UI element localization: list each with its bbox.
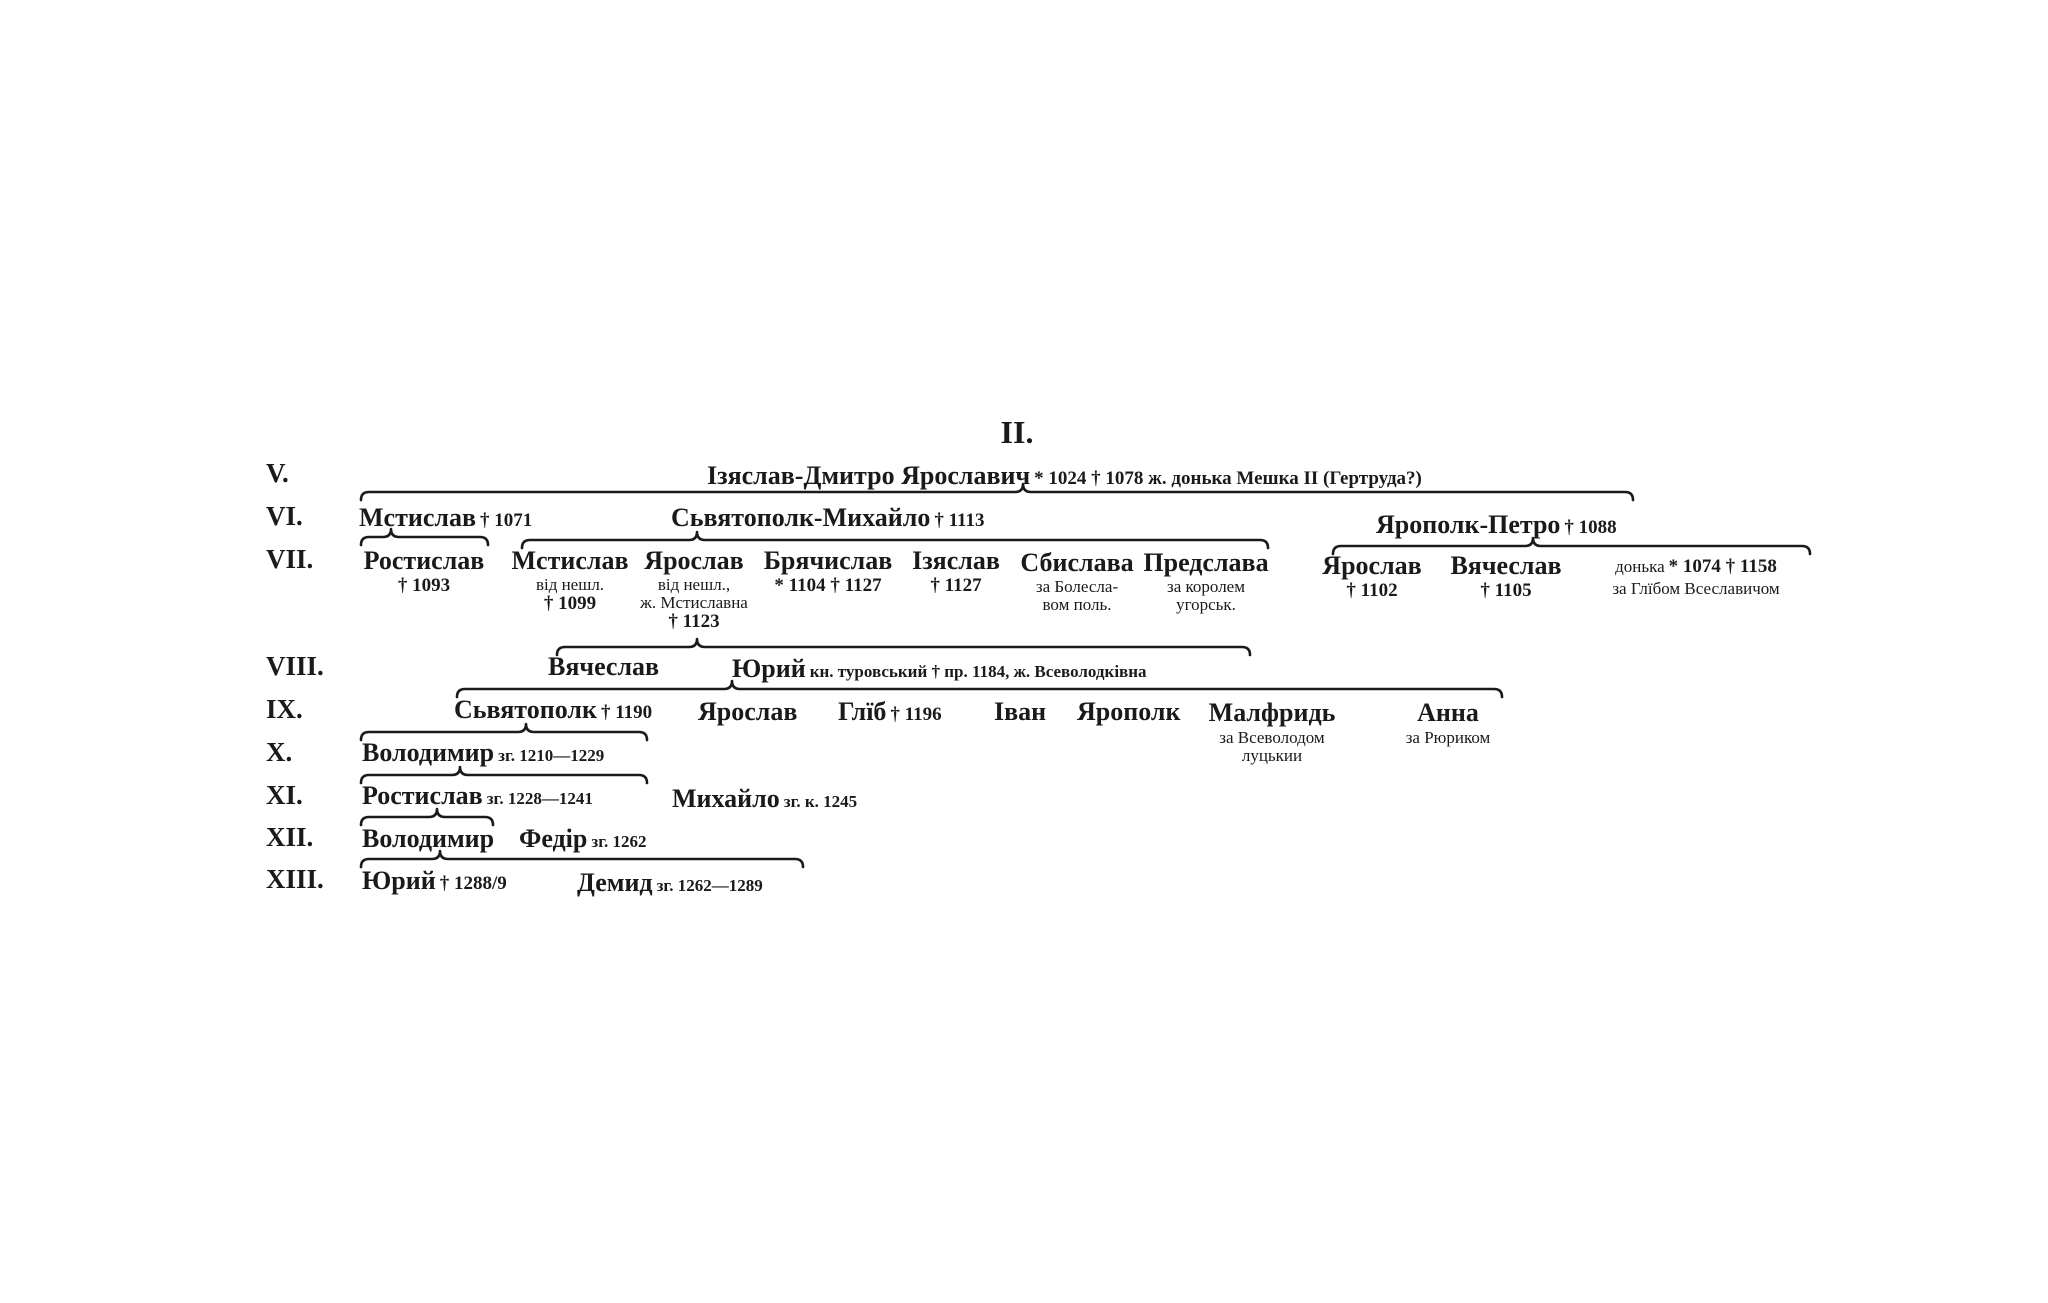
person-sviatopolk-mykhailo	[671, 505, 984, 531]
brace-children-of-yurii	[457, 681, 1502, 697]
person-name: Малфридь	[1208, 698, 1336, 727]
person-marriage: за Глїбом Всеславичом	[1612, 579, 1780, 598]
person-marriage: за Болесла-	[1035, 577, 1119, 596]
person-marriage: за королем	[1167, 577, 1245, 596]
person-marriage: за Рюриком	[1405, 728, 1491, 747]
generation-label-xii: XII.	[266, 822, 314, 852]
person-detail: † 1113	[934, 510, 985, 531]
person-mykhailo-gen11	[672, 786, 857, 812]
person-name: Михайло	[672, 784, 780, 813]
brace-children-of-volodymyr-gen12	[361, 851, 803, 867]
person-yaroslav-gen7	[640, 548, 748, 631]
person-marriage-cont: угорськ.	[1176, 595, 1236, 614]
person-name: Ярослав	[644, 546, 744, 575]
person-note: від нешл.,	[657, 575, 731, 594]
person-anna-gen9	[1406, 700, 1491, 746]
person-name: Володимир	[362, 824, 495, 853]
person-name: Ізяслав-Дмитро Ярославич	[707, 461, 1031, 490]
person-name: Сьвятополк	[454, 695, 597, 724]
person-note: від нешл.	[535, 575, 605, 594]
person-sviatopolk-gen9	[454, 697, 652, 723]
person-yaroslav-gen7-b	[1322, 553, 1421, 600]
brace-children-of-sviatopolk	[522, 532, 1268, 548]
person-detail: † 1093	[397, 575, 451, 596]
person-ivan-gen9	[994, 699, 1046, 725]
person-detail: зг. к. 1245	[783, 792, 858, 811]
person-detail: † 1127	[930, 575, 982, 596]
person-yaropolk-gen9	[1077, 699, 1180, 725]
person-marriage-cont: вом поль.	[1042, 595, 1112, 614]
person-detail: † 1071	[480, 510, 533, 531]
person-name: Федір	[519, 824, 588, 853]
brace-children-of-yaroslav	[557, 639, 1250, 655]
person-detail: * 1074 † 1158	[1668, 556, 1777, 577]
person-detail: † 1088	[1564, 517, 1617, 538]
person-marriage: ж. Мстиславна	[640, 593, 748, 612]
person-iziaslav-gen7	[912, 548, 1000, 595]
person-name: Вячеслав	[548, 652, 660, 681]
person-name: Ярополк	[1077, 697, 1181, 726]
generation-label-viii: VIII.	[266, 651, 324, 681]
person-iziaslav-dmytro	[707, 463, 1422, 489]
person-detail: зг. 1228—1241	[486, 789, 593, 808]
person-name: донька	[1615, 557, 1665, 576]
person-malfryd	[1209, 700, 1336, 764]
person-brachyslav	[764, 548, 893, 595]
person-name: Мстислав	[511, 546, 629, 575]
person-detail: † 1123	[668, 611, 720, 632]
person-sbyslava	[1020, 550, 1133, 613]
person-detail: † 1099	[543, 593, 597, 614]
person-mstyslav-gen7	[512, 548, 629, 613]
person-name: Глїб	[838, 697, 887, 726]
person-name: Ізяслав	[912, 546, 1000, 575]
generation-label-xi: XI.	[266, 780, 303, 810]
person-name: Юрий	[732, 654, 806, 683]
person-name: Ярослав	[1322, 551, 1422, 580]
person-name: Сьвятополк-Михайло	[671, 503, 931, 532]
person-yaropolk-petro	[1376, 512, 1617, 538]
person-name: Анна	[1417, 698, 1479, 727]
generation-label-vi: VI.	[266, 501, 303, 531]
person-marriage: за Всеволодом	[1219, 728, 1325, 747]
person-detail: зг. 1262—1289	[656, 876, 763, 895]
person-detail: зг. 1262	[591, 832, 647, 851]
person-name: Вячеслав	[1450, 551, 1562, 580]
person-volodymyr-gen10	[362, 740, 604, 766]
person-rostyslav-gen11	[362, 783, 593, 809]
person-rostyslav-gen7	[364, 548, 485, 595]
person-yurii-gen13	[362, 868, 507, 894]
person-name: Ростислав	[363, 546, 485, 575]
person-demyd-gen13	[577, 870, 763, 896]
person-detail: * 1104 † 1127	[774, 575, 882, 596]
generation-label-x: X.	[266, 737, 293, 767]
person-daughter-gen7	[1612, 557, 1779, 597]
person-name: Предслава	[1143, 548, 1269, 577]
person-viacheslav-gen7	[1450, 553, 1561, 600]
generation-label-vii: VII.	[266, 544, 314, 574]
person-fedir-gen12	[519, 826, 647, 852]
person-name: Ярополк-Петро	[1376, 510, 1561, 539]
person-detail: † 1105	[1480, 580, 1532, 601]
person-detail: зг. 1210—1229	[498, 746, 605, 765]
person-name: Брячислав	[763, 546, 893, 575]
person-detail: † 1288/9	[439, 873, 507, 894]
person-mstyslav-gen6	[359, 505, 532, 531]
person-name: Мстислав	[359, 503, 476, 532]
generation-label-ix: IX.	[266, 694, 303, 724]
person-detail: † 1196	[890, 704, 942, 725]
person-hlib-gen9	[838, 699, 942, 725]
person-name: Демид	[577, 868, 653, 897]
generation-label-xiii: XIII.	[266, 864, 324, 894]
person-peredslava	[1143, 550, 1268, 613]
person-yaroslav-gen9	[698, 699, 797, 725]
table-title: II.	[1000, 414, 1034, 450]
person-name: Володимир	[362, 738, 495, 767]
person-detail: кн. туровський † пр. 1184, ж. Всеволодківна	[809, 662, 1147, 681]
brace-children-of-rostyslav	[361, 809, 493, 825]
person-viacheslav-gen8	[548, 654, 659, 680]
person-name: Юрий	[362, 866, 436, 895]
person-name: Іван	[994, 697, 1047, 726]
person-detail: † 1190	[600, 702, 653, 723]
person-detail: † 1102	[1346, 580, 1398, 601]
person-name: Ростислав	[362, 781, 483, 810]
person-marriage-cont: луцькии	[1241, 746, 1303, 765]
generation-label-v: V.	[266, 458, 289, 488]
person-yurii-gen8	[732, 656, 1147, 682]
person-name: Ярослав	[698, 697, 798, 726]
person-detail: * 1024 † 1078 ж. донька Мешка II (Гертруда?)	[1034, 468, 1422, 489]
person-name: Сбислава	[1020, 548, 1134, 577]
person-volodymyr-gen12	[362, 826, 494, 852]
